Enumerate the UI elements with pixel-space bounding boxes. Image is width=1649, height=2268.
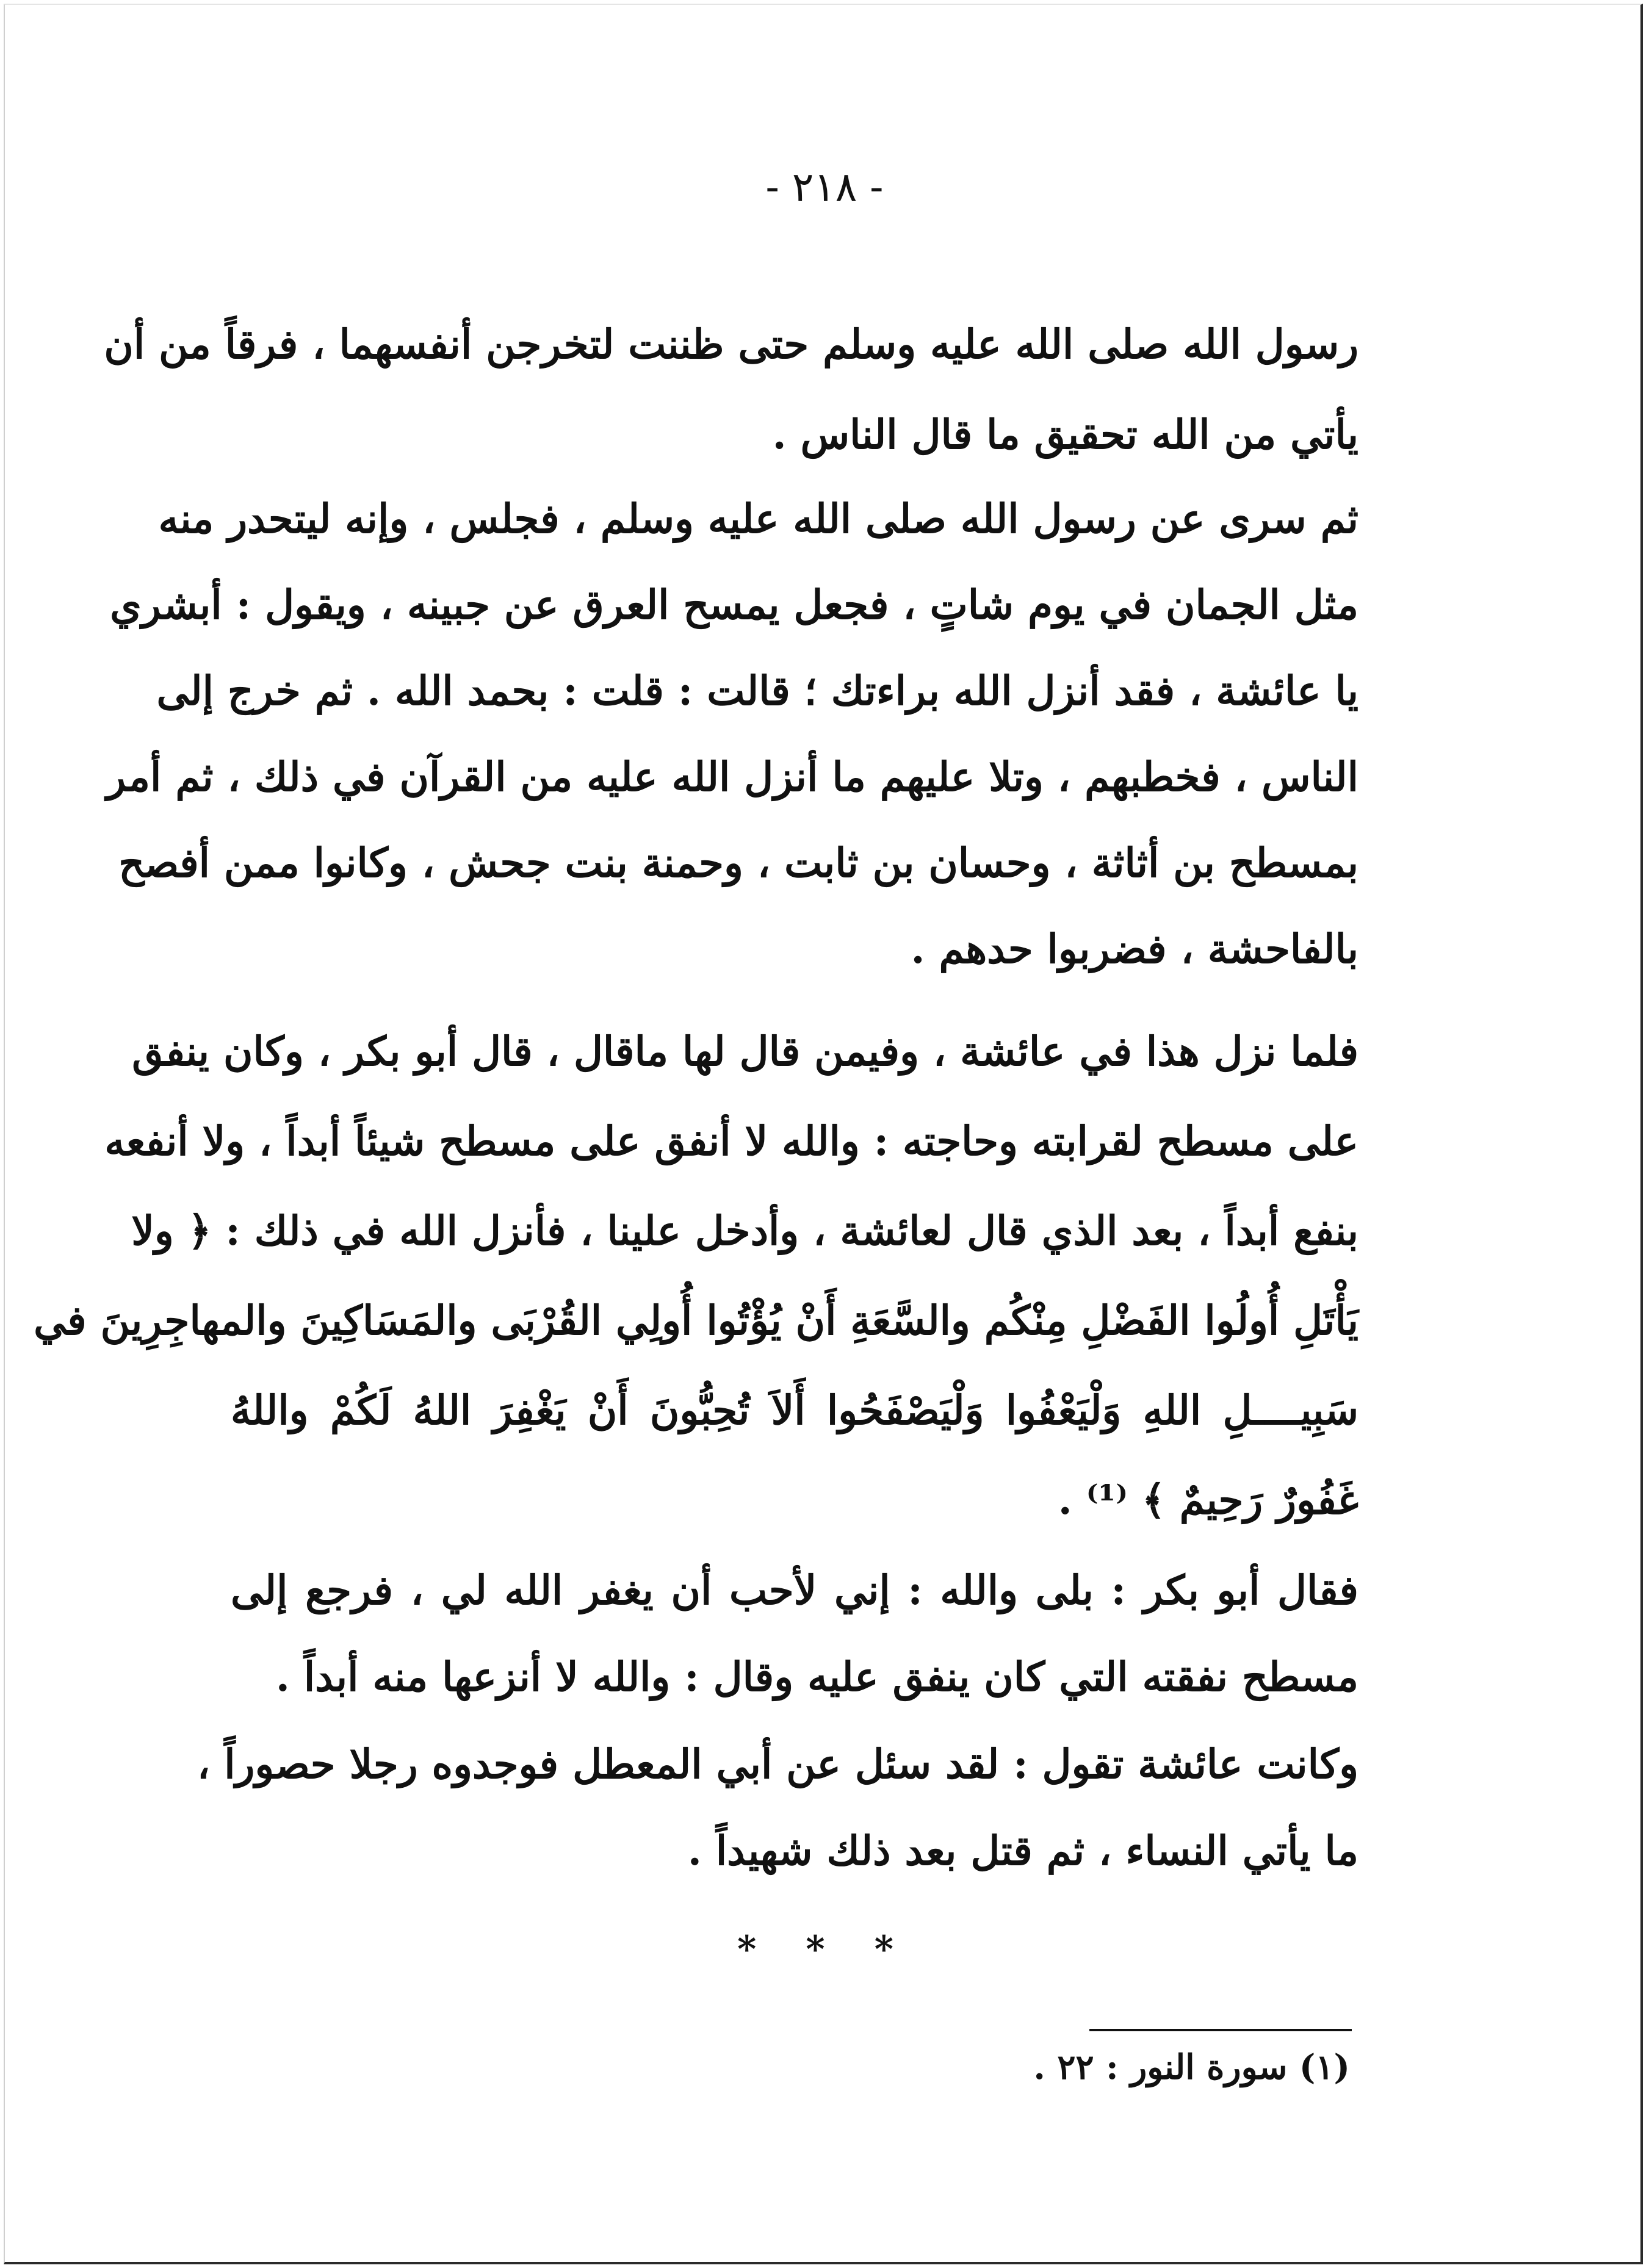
paragraph-3	[34, 1007, 1359, 1545]
paragraph-line: بمسطح بن أثاثة ، وحسان بن ثابت ، وحمنة بنت جحش ، وكانوا ممن أفصح	[118, 839, 1359, 887]
footnote-rule	[1089, 2029, 1352, 2031]
section-separator: * * *	[737, 1928, 912, 1971]
paragraph-line: على مسطح لقرابته وحاجته : والله لا أنفق على مسطح شيئاً أبداً ، ولا أنفعه	[104, 1117, 1359, 1165]
quran-verse-line: غَفُورٌ رَحِيمٌ ﴾ ⁽¹⁾ .	[1058, 1476, 1359, 1524]
paragraph-line: يا عائشة ، فقد أنزل الله براءتك ؛ قالت : قلت : بحمد الله . ثم خرج إلى	[156, 667, 1359, 715]
page-number: - ٢١٨ -	[765, 164, 884, 211]
paragraph-line: فقال أبو بكر : بلى والله : إني لأحب أن يغفر الله لي ، فرجع إلى	[231, 1566, 1359, 1614]
paragraph-line: بالفاحشة ، فضربوا حدهم .	[911, 925, 1359, 973]
paragraph-line: فلما نزل هذا في عائشة ، وفيمن قال لها ماقال ، قال أبو بكر ، وكان ينفق	[132, 1028, 1359, 1075]
paragraph-4	[231, 1547, 1359, 1720]
paragraph-line: ثم سرى عن رسول الله صلى الله عليه وسلم ، فجلس ، وإنه ليتحدر منه	[158, 495, 1359, 542]
paragraph-line: يأتي من الله تحقيق ما قال الناس .	[772, 411, 1359, 458]
footnote: (١) سورة النور : ٢٢ .	[1033, 2047, 1350, 2087]
paragraph-line: بنفع أبداً ، بعد الذي قال لعائشة ، وأدخل علينا ، فأنزل الله في ذلك : ﴿ ولا	[131, 1207, 1359, 1255]
quran-verse-line: يَأْتَلِ أُولُوا الفَضْلِ مِنْكُم والسَّعَةِ أَنْ يُؤْتُوا أُولِي القُرْبَى والمَسَاكِينَ والمهاجِرِينَ في	[34, 1297, 1359, 1344]
paragraph-line: رسول الله صلى الله عليه وسلم حتى ظننت لتخرجن أنفسهما ، فرقاً من أن	[104, 320, 1359, 368]
paragraph-line: الناس ، فخطبهم ، وتلا عليهم ما أنزل الله عليه من القرآن في ذلك ، ثم أمر	[106, 753, 1359, 801]
paragraph-line: ما يأتي النساء ، ثم قتل بعد ذلك شهيداً .	[687, 1827, 1359, 1874]
paragraph-5	[197, 1721, 1359, 1894]
paragraph-line: مثل الجمان في يوم شاتٍ ، فجعل يمسح العرق عن جبينه ، ويقول : أبشري	[110, 581, 1359, 628]
paragraph-line: مسطح نفقته التي كان ينفق عليه وقال : والله لا أنزعها منه أبداً .	[275, 1653, 1359, 1701]
paragraph-line: وكانت عائشة تقول : لقد سئل عن أبي المعطل فوجدوه رجلا حصوراً ،	[197, 1740, 1359, 1788]
paragraph-2	[106, 476, 1359, 992]
paragraph-1	[104, 299, 1359, 480]
quran-verse-line: سَبِيــــلِ اللهِ وَلْيَعْفُوا وَلْيَصْفَحُوا أَلاَ تُحِبُّونَ أَنْ يَغْفِرَ اللهُ لَكُمْ واللهُ	[231, 1386, 1359, 1434]
